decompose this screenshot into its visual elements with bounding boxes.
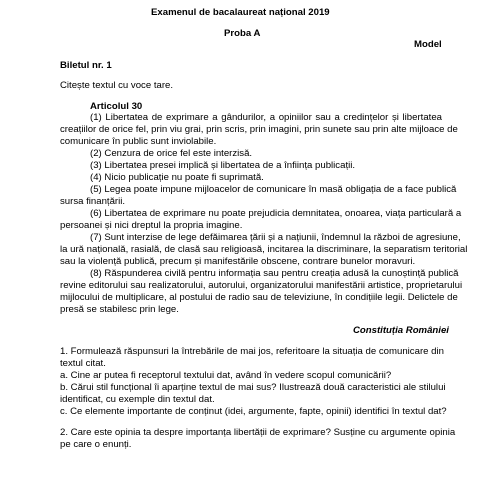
article-line: (7) Sunt interzise de lege defăimarea țării și a națiunii, îndemnul la război de agresiune, <box>90 232 461 243</box>
article-line: comunicare în public sunt inviolabile. <box>60 136 217 147</box>
question-line: 1. Formulează răspunsuri la întrebările de mai jos, referitoare la situația de comunicare din <box>60 346 444 357</box>
article-line: (8) Răspunderea civilă pentru informația sau pentru creația adusă la cunoștință publică <box>90 268 459 279</box>
article-line: (6) Libertatea de exprimare nu poate prejudicia demnitatea, onoarea, viața particulară a <box>90 208 462 219</box>
article-line: la ură națională, rasială, de clasă sau religioasă, incitarea la discriminare, la separatism teritorial <box>60 244 468 255</box>
article-source: Constituția României <box>353 325 449 336</box>
article-line: creațiilor de orice fel, prin viu grai, prin scris, prin imagini, prin sunete sau prin alte mijloace de <box>60 124 458 135</box>
question-line: textul citat. <box>60 358 106 369</box>
question-line: 2. Care este opinia ta despre importanța libertății de exprimare? Susține cu argumente opinia <box>60 427 456 438</box>
article-line: (5) Legea poate impune mijloacelor de comunicare în masă obligația de a face publică <box>90 184 457 195</box>
ticket-label: Biletul nr. 1 <box>60 60 112 71</box>
article-line: (1) Libertatea de exprimare a gândurilor, a opiniilor sau a credințelor și libertatea <box>90 112 442 123</box>
article-line: mijlocului de multiplicare, al postului de radio sau de televiziune, în condițiile legii. Delictele de <box>60 292 458 303</box>
question-line: pe care o enunți. <box>60 439 132 450</box>
question-line: a. Cine ar putea fi receptorul textului dat, având în vedere scopul comunicării? <box>60 370 392 381</box>
article-line: (4) Nicio publicație nu poate fi suprimată. <box>90 172 264 183</box>
article-line: sursa finanțării. <box>60 196 126 207</box>
question-line: c. Ce elemente importante de conținut (idei, argumente, fapte, opinii) identifici în textul dat? <box>60 406 447 417</box>
exam-title: Examenul de bacalaureat național 2019 <box>151 7 330 18</box>
article-line: persoanei și nici dreptul la propria imagine. <box>60 220 243 231</box>
article-line: (3) Libertatea presei implică și libertatea de a înființa publicații. <box>90 160 356 171</box>
question-line: identificat, cu exemple din textul dat. <box>60 394 215 405</box>
article-line: presă se stabilesc prin lege. <box>60 304 179 315</box>
instruction-text: Citește textul cu voce tare. <box>60 80 174 91</box>
question-line: b. Cărui stil funcțional îi aparține textul de mai sus? Ilustrează două caracteristici ale stilului <box>60 382 446 393</box>
article-title: Articolul 30 <box>90 101 143 112</box>
proba-label: Proba A <box>224 28 261 39</box>
model-label: Model <box>414 39 442 50</box>
article-line: (2) Cenzura de orice fel este interzisă. <box>90 148 253 159</box>
article-line: revine editorului sau realizatorului, autorului, organizatorului manifestării artistice, proprietarului <box>60 280 463 291</box>
article-line: sau la violență publică, precum și manifestările obscene, contrare bunelor moravuri. <box>60 256 416 267</box>
